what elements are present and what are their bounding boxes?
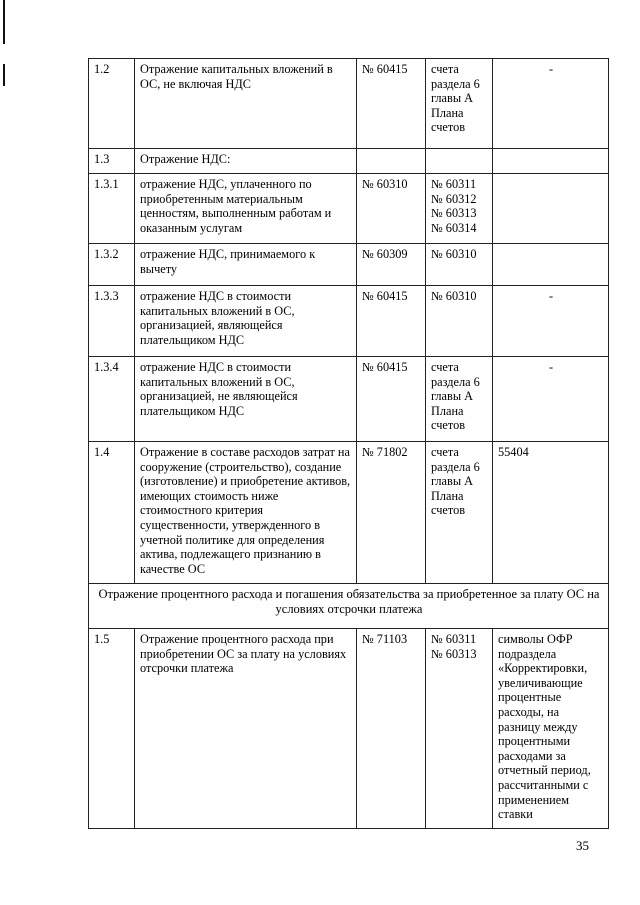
row-number: 1.3.3 [89, 286, 135, 357]
row-description: Отражение в составе расходов затрат на сооружение (строительство), создание (изготовление) и приобретение активов, имеющих стоимость ниже стоимостного критерия существенности, утвержденного в учетной политике для определения актива, подлежащего признанию в качестве ОС [135, 442, 357, 584]
debit-account: № 60310 [357, 174, 426, 244]
row-number: 1.3.1 [89, 174, 135, 244]
extra-column [493, 174, 609, 244]
row-number: 1.3 [89, 149, 135, 174]
debit-account [357, 149, 426, 174]
debit-account: № 60415 [357, 59, 426, 149]
row-description: отражение НДС, уплаченного по приобретенным материальным ценностям, выполненным работам и оказанным услугам [135, 174, 357, 244]
row-number: 1.3.4 [89, 357, 135, 442]
credit-account: счета раздела 6 главы А Плана счетов [426, 357, 493, 442]
scan-edge-mark [3, 0, 5, 44]
extra-column [493, 244, 609, 286]
scan-edge-mark [3, 64, 5, 86]
table-row [89, 629, 609, 829]
extra-column: - [493, 286, 609, 357]
table-row [89, 149, 609, 174]
credit-account: счета раздела 6 главы А Плана счетов [426, 59, 493, 149]
extra-column [493, 149, 609, 174]
extra-column: - [493, 357, 609, 442]
page-number: 35 [576, 838, 589, 853]
table-row [89, 174, 609, 244]
accounting-entries-table [88, 58, 609, 829]
row-description: отражение НДС в стоимости капитальных вложений в ОС, организацией, не являющейся плательщиком НДС [135, 357, 357, 442]
debit-account: № 60415 [357, 357, 426, 442]
table-row [89, 59, 609, 149]
credit-account [426, 149, 493, 174]
row-description: Отражение процентного расхода при приобретении ОС за плату на условиях отсрочки платежа [135, 629, 357, 829]
row-description: отражение НДС в стоимости капитальных вложений в ОС, организацией, являющейся плательщиком НДС [135, 286, 357, 357]
section-heading: Отражение процентного расхода и погашения обязательства за приобретенное за плату ОС на условиях отсрочки платежа [89, 584, 609, 629]
table-row [89, 244, 609, 286]
row-description: отражение НДС, принимаемого к вычету [135, 244, 357, 286]
row-description: Отражение капитальных вложений в ОС, не включая НДС [135, 59, 357, 149]
table-row [89, 357, 609, 442]
credit-account: счета раздела 6 главы А Плана счетов [426, 442, 493, 584]
row-number: 1.2 [89, 59, 135, 149]
row-number: 1.4 [89, 442, 135, 584]
extra-column: символы ОФР подраздела «Корректировки, увеличивающие процентные расходы, на разницу между процентными расходами за отчетный период, рассчитанными с применением ставки [493, 629, 609, 829]
debit-account: № 60415 [357, 286, 426, 357]
extra-column: 55404 [493, 442, 609, 584]
debit-account: № 71103 [357, 629, 426, 829]
table-row [89, 442, 609, 584]
credit-account: № 60310 [426, 244, 493, 286]
table-row [89, 286, 609, 357]
debit-account: № 71802 [357, 442, 426, 584]
row-number: 1.5 [89, 629, 135, 829]
row-description: Отражение НДС: [135, 149, 357, 174]
extra-column: - [493, 59, 609, 149]
section-row [89, 584, 609, 629]
credit-account: № 60311 № 60312 № 60313 № 60314 [426, 174, 493, 244]
credit-account: № 60311 № 60313 [426, 629, 493, 829]
credit-account: № 60310 [426, 286, 493, 357]
row-number: 1.3.2 [89, 244, 135, 286]
debit-account: № 60309 [357, 244, 426, 286]
